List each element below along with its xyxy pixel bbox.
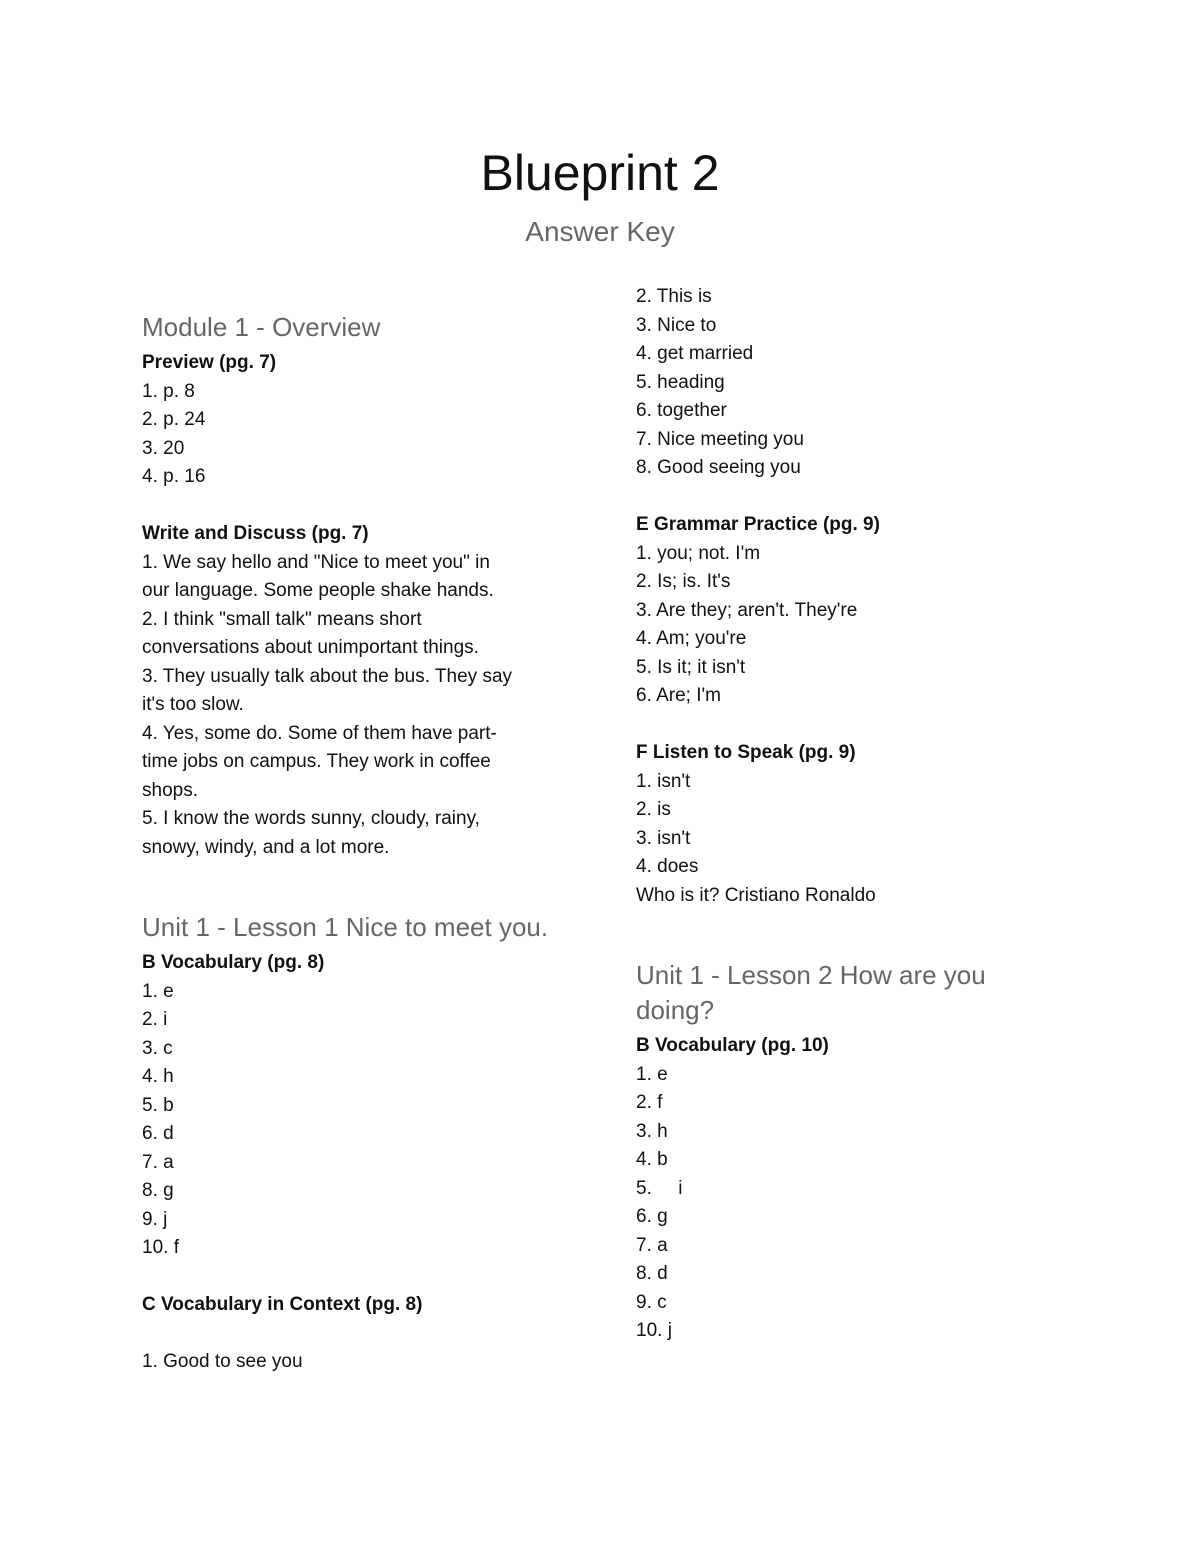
listen-speak-list [636, 768, 1076, 911]
list-item: 5. b [142, 1094, 174, 1116]
list-item: 4. h [142, 1066, 174, 1087]
vocab-context-continued-list [636, 283, 1076, 483]
list-item: 4. does [636, 856, 699, 877]
document-subtitle: Answer Key [525, 216, 675, 247]
list-item: 2. Is; is. It's [636, 571, 731, 592]
list-item: 7. a [142, 1151, 174, 1173]
text-line: 1. We say hello and "Nice to meet you" in [142, 551, 490, 573]
list-item: 9. c [636, 1291, 667, 1313]
list-item: 5. Is it; it isn't [636, 656, 746, 678]
heading-line: Unit 1 - Lesson 2 How are you [636, 960, 986, 990]
list-item: 3. Nice to [636, 314, 717, 336]
list-item: 4. p. 16 [142, 466, 206, 487]
answer-line: Who is it? Cristiano Ronaldo [636, 884, 876, 906]
module1-heading: Module 1 - Overview [142, 312, 381, 342]
unit1-lesson2-heading [636, 958, 1076, 1028]
grammar-practice-list [636, 540, 1076, 711]
list-item: 6. Are; I'm [636, 685, 721, 706]
left-column [142, 310, 582, 1377]
list-item: 8. d [636, 1263, 668, 1284]
list-item: 2. f [636, 1092, 663, 1113]
list-item: 6. g [636, 1206, 668, 1227]
list-item: 7. a [636, 1234, 668, 1256]
list-item: 3. c [142, 1037, 173, 1059]
text-line: 3. They usually talk about the bus. They say [142, 665, 513, 687]
text-line: snowy, windy, and a lot more. [142, 836, 390, 858]
vocabulary-heading: B Vocabulary (pg. 8) [142, 952, 325, 973]
preview-list [142, 378, 582, 492]
document-title: Blueprint 2 [480, 145, 720, 201]
right-column [636, 283, 1076, 1346]
list-item: 10. f [142, 1237, 179, 1258]
heading-line: doing? [636, 995, 715, 1025]
list-item: 1. e [142, 980, 174, 1002]
write-discuss-text [142, 549, 582, 863]
text-line: 4. Yes, some do. Some of them have part- [142, 722, 497, 744]
list-item: 2. is [636, 799, 671, 820]
list-item: 3. Are they; aren't. They're [636, 599, 858, 621]
list-item: 2. p. 24 [142, 409, 206, 430]
listen-speak-heading: F Listen to Speak (pg. 9) [636, 742, 856, 763]
text-line: conversations about unimportant things. [142, 637, 479, 658]
list-item: 4. get married [636, 343, 754, 364]
unit1-lesson1-heading: Unit 1 - Lesson 1 Nice to meet you. [142, 912, 549, 942]
list-item: 1. Good to see you [142, 1351, 303, 1372]
list-item: 1. you; not. I'm [636, 542, 761, 564]
list-item: 6. d [142, 1123, 174, 1144]
list-item: 10. j [636, 1320, 672, 1341]
list-item: 9. j [142, 1208, 168, 1230]
list-item: 2. This is [636, 286, 712, 307]
list-item: 3. h [636, 1120, 668, 1142]
list-item: 3. 20 [142, 437, 185, 459]
list-item: 8. g [142, 1180, 174, 1201]
preview-heading: Preview (pg. 7) [142, 352, 277, 373]
list-item: 8. Good seeing you [636, 457, 801, 478]
vocab-context-heading: C Vocabulary in Context (pg. 8) [142, 1294, 423, 1315]
text-line: shops. [142, 779, 198, 801]
list-item: 2. i [142, 1009, 168, 1030]
list-item: 7. Nice meeting you [636, 428, 804, 450]
text-line: time jobs on campus. They work in coffee [142, 751, 491, 772]
text-line: 2. I think "small talk" means short [142, 608, 422, 630]
list-item: 5. heading [636, 371, 725, 393]
list-item: 3. isn't [636, 827, 691, 849]
text-line: our language. Some people shake hands. [142, 580, 494, 601]
list-item: 4. b [636, 1149, 668, 1170]
vocabulary-heading: B Vocabulary (pg. 10) [636, 1035, 829, 1056]
vocabulary-list [636, 1061, 1076, 1346]
write-discuss-heading: Write and Discuss (pg. 7) [142, 523, 369, 544]
list-item: 4. Am; you're [636, 628, 747, 649]
vocabulary-list [142, 978, 582, 1263]
list-item: 5. i [636, 1177, 683, 1199]
list-item: 1. p. 8 [142, 380, 195, 402]
grammar-practice-heading: E Grammar Practice (pg. 9) [636, 514, 880, 535]
list-item: 1. e [636, 1063, 668, 1085]
list-item: 1. isn't [636, 770, 691, 792]
text-line: 5. I know the words sunny, cloudy, rainy, [142, 808, 480, 829]
list-item: 6. together [636, 400, 727, 421]
text-line: it's too slow. [142, 694, 244, 715]
